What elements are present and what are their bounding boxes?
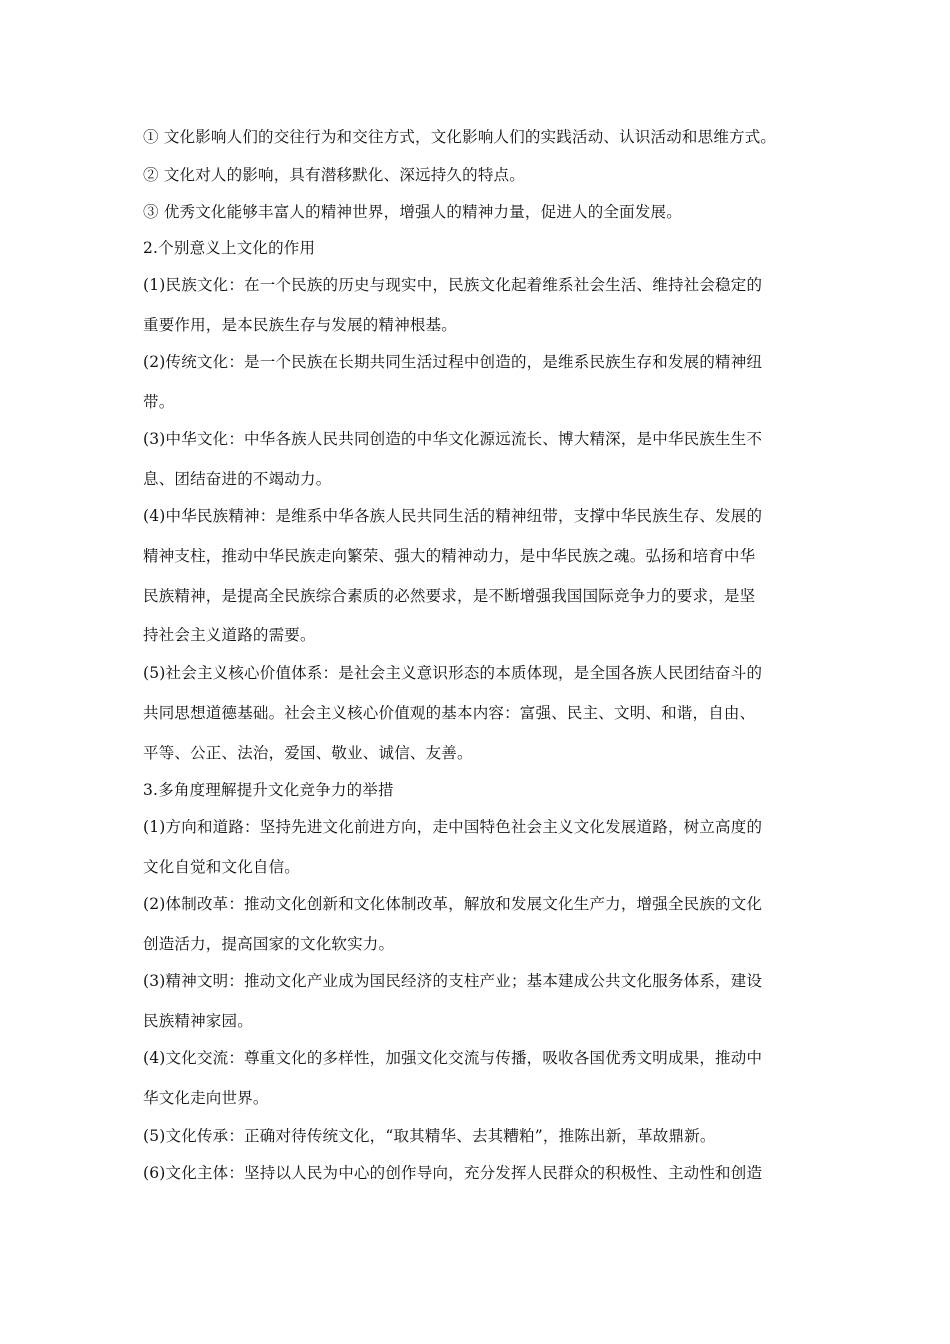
- text-line: (5)文化传承：正确对待传统文化，“取其精华、去其糟粕”，推陈出新，革故鼎新。: [143, 1127, 716, 1145]
- text-line: 带。: [143, 393, 175, 411]
- text-line: 华文化走向世界。: [143, 1089, 269, 1107]
- section-heading: 2.个别意义上文化的作用: [143, 239, 316, 257]
- text-line: (5)社会主义核心价值体系：是社会主义意识形态的本质体现，是全国各族人民团结奋斗的: [143, 664, 763, 682]
- text-line: (2)传统文化：是一个民族在长期共同生活过程中创造的，是维系民族生存和发展的精神纽: [143, 353, 763, 371]
- text-line: 民族精神家园。: [143, 1012, 253, 1030]
- text-line: 持社会主义道路的需要。: [143, 626, 316, 644]
- text-line: 精神支柱，推动中华民族走向繁荣、强大的精神动力，是中华民族之魂。弘扬和培育中华: [143, 547, 756, 565]
- text-line: (2)体制改革：推动文化创新和文化体制改革，解放和发展文化生产力，增强全民族的文化: [143, 895, 763, 913]
- text-line: (4)中华民族精神：是维系中华各族人民共同生活的精神纽带，支撑中华民族生存、发展的: [143, 507, 763, 525]
- text-line: (4)文化交流：尊重文化的多样性，加强文化交流与传播，吸收各国优秀文明成果，推动中: [143, 1049, 763, 1067]
- text-line: 平等、公正、法治，爱国、敬业、诚信、友善。: [143, 744, 473, 762]
- text-line: (3)精神文明：推动文化产业成为国民经济的支柱产业；基本建成公共文化服务体系，建设: [143, 972, 763, 990]
- text-line: 息、团结奋进的不竭动力。: [143, 470, 332, 488]
- text-line: ③ 优秀文化能够丰富人的精神世界，增强人的精神力量，促进人的全面发展。: [143, 203, 682, 221]
- text-line: (1)民族文化：在一个民族的历史与现实中，民族文化起着维系社会生活、维持社会稳定的: [143, 276, 763, 294]
- text-line: ② 文化对人的影响，具有潜移默化、深远持久的特点。: [143, 166, 525, 184]
- text-line: ① 文化影响人们的交往行为和交往方式，文化影响人们的实践活动、认识活动和思维方式。: [143, 128, 777, 146]
- text-line: 重要作用，是本民族生存与发展的精神根基。: [143, 316, 458, 334]
- section-heading: 3.多角度理解提升文化竞争力的举措: [143, 781, 394, 799]
- text-line: (1)方向和道路：坚持先进文化前进方向，走中国特色社会主义文化发展道路，树立高度的: [143, 818, 763, 836]
- text-line: (6)文化主体：坚持以人民为中心的创作导向，充分发挥人民群众的积极性、主动性和创造: [143, 1164, 763, 1182]
- text-line: 民族精神，是提高全民族综合素质的必然要求，是不断增强我国国际竞争力的要求，是坚: [143, 587, 756, 605]
- text-line: 创造活力，提高国家的文化软实力。: [143, 935, 395, 953]
- text-line: 文化自觉和文化自信。: [143, 858, 301, 876]
- text-line: 共同思想道德基础。社会主义核心价值观的基本内容：富强、民主、文明、和谐，自由、: [143, 704, 756, 722]
- text-line: (3)中华文化：中华各族人民共同创造的中华文化源远流长、博大精深，是中华民族生生不: [143, 430, 763, 448]
